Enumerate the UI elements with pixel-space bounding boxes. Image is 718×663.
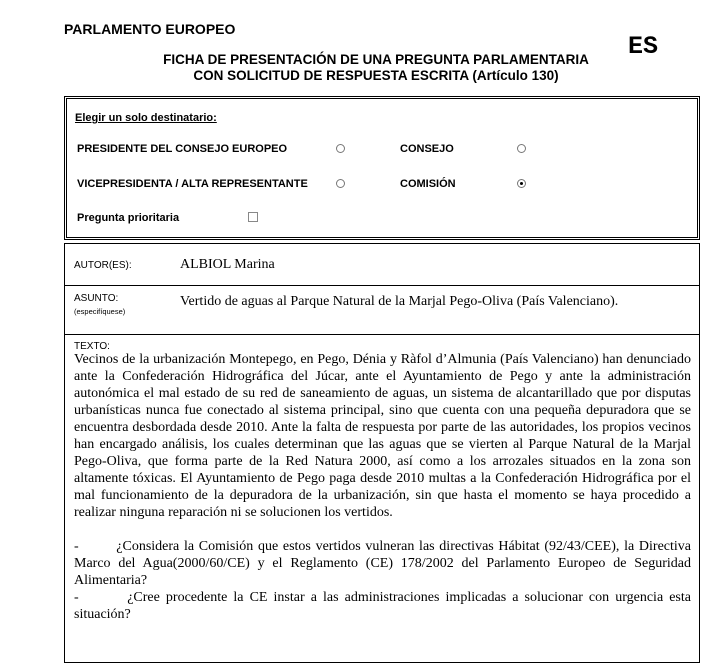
organization-name: PARLAMENTO EUROPEO (64, 21, 236, 37)
recipient-label-council: CONSEJO (400, 143, 454, 155)
text-label: TEXTO: (74, 341, 110, 352)
row-divider (64, 334, 700, 335)
priority-question-checkbox[interactable] (248, 212, 258, 222)
radio-council[interactable] (517, 144, 526, 153)
radio-commission[interactable] (517, 179, 526, 188)
radio-president-council[interactable] (336, 144, 345, 153)
author-label: AUTOR(ES): (74, 260, 132, 271)
recipient-label-commission: COMISIÓN (400, 178, 456, 190)
form-title-line-2: CON SOLICITUD DE RESPUESTA ESCRITA (Artículo 130) (193, 68, 559, 83)
recipient-heading: Elegir un solo destinatario: (75, 112, 217, 124)
question-item-1: - ¿Considera la Comisión que estos vertidos vulneran las directivas Hábitat (92/43/CEE), la Directiva Marco del Agua(2000/60/CE) y el Reglamento (CE) 178/2002 del Parlamento Europeo de Seguridad Alimentaria? (74, 539, 691, 588)
priority-question-label: Pregunta prioritaria (77, 212, 180, 224)
form-title-line-1: FICHA DE PRESENTACIÓN DE UNA PREGUNTA PARLAMENTARIA (163, 52, 589, 67)
row-divider (64, 285, 700, 286)
subject-value: Vertido de aguas al Parque Natural de la Marjal Pego-Oliva (País Valenciano). (180, 294, 619, 309)
question-text (74, 351, 691, 623)
author-value: ALBIOL Marina (180, 257, 275, 272)
recipient-label-vice-president: VICEPRESIDENTA / ALTA REPRESENTANTE (77, 178, 308, 190)
question-item-2: - ¿Cree procedente la CE instar a las administraciones implicadas a solucionar con urgencia esta situación? (74, 590, 691, 622)
language-code: ES (628, 32, 659, 61)
subject-hint: (especifíquese) (74, 307, 126, 316)
subject-label: ASUNTO: (74, 293, 119, 304)
text-paragraph: Vecinos de la urbanización Montepego, en Pego, Dénia y Ràfol d’Almunia (País Valenciano) han denunciado ante la Confederación Hidrográfica del Júcar, ante el Ayuntamiento de Pego y ante la administración autonómica el mal estado de su red de saneamiento de aguas, un sistema de alcantarillado que por disputas urbanísticas nunca fue conectado al sistema principal, sino que cuenta con una pequeña depuradora que se encuentra desbordada desde 2010. Ante la falta de respuesta por parte de las autoridades, los propios vecinos han encargado análisis, los cuales determinan que las aguas que se vierten al Parque Natural de la Marjal Pego-Oliva, que forma parte de la Red Natura 2000, así como a los arrozales situados en la zona son altamente tóxicas. El Ayuntamiento de Pego paga desde 2010 multas a la Confederación Hidrográfica por el mal funcionamiento de la depuradora de la urbanización, sin que hasta el momento se haya procedido a realizar ninguna reparación ni se solucionen los vertidos. (74, 352, 691, 520)
radio-vice-president[interactable] (336, 179, 345, 188)
recipient-label-president-council: PRESIDENTE DEL CONSEJO EUROPEO (77, 143, 288, 155)
